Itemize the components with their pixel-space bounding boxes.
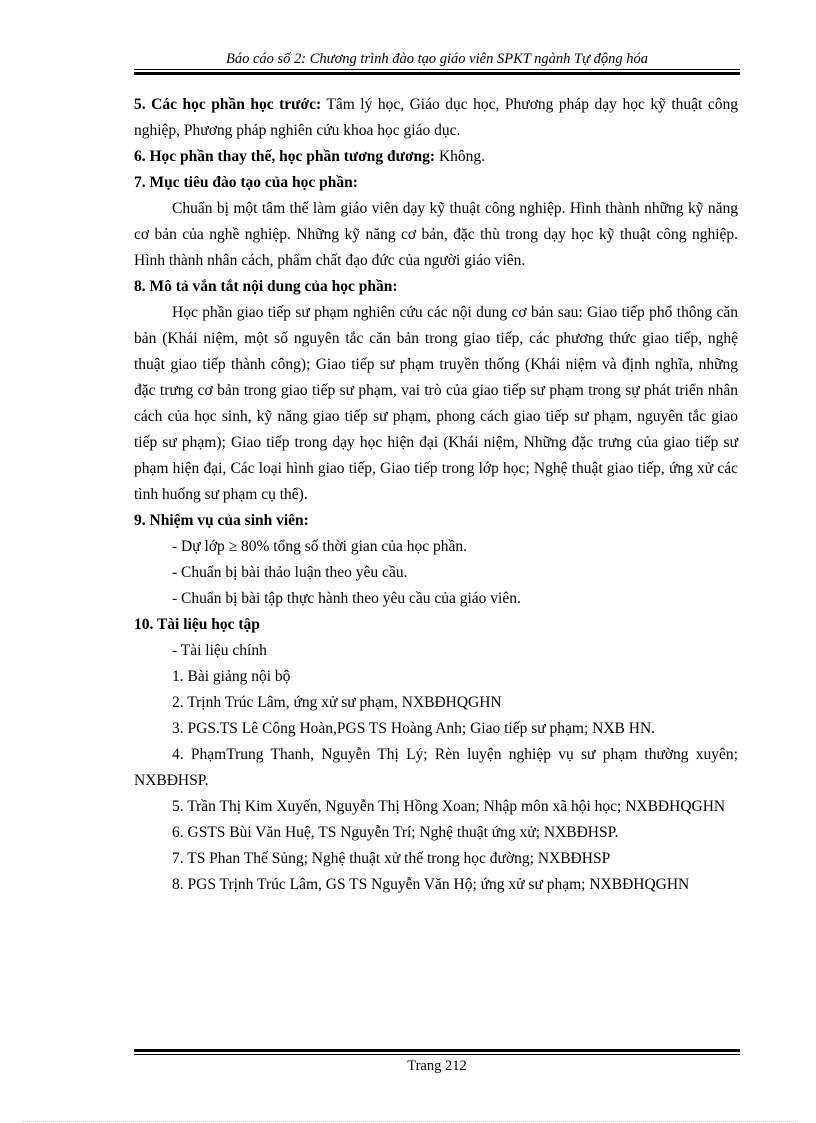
reference-7: 7. TS Phan Thế Sủng; Nghệ thuật xử thế trong học đường; NXBĐHSP [172, 850, 611, 867]
section-7-heading: 7. Mục tiêu đào tạo của học phần: [134, 174, 358, 191]
task-item-2: - Chuẩn bị bài thảo luận theo yêu cầu. [172, 564, 408, 581]
document-body [134, 92, 738, 898]
section-5-heading: 5. Các học phần học trước: [134, 96, 322, 113]
header-rule-thick [134, 72, 740, 75]
reference-1: 1. Bài giảng nội bộ [172, 668, 291, 685]
section-5-text: Tâm lý học, Giáo dục học, Phương pháp dạy học kỹ thuật công nghiệp, Phương pháp nghiên cứu khoa học giáo dục. [134, 96, 738, 139]
section-8-heading: 8. Mô tả vắn tắt nội dung của học phần: [134, 278, 398, 295]
reference-8: 8. PGS Trịnh Trúc Lâm, GS TS Nguyễn Văn Hộ; ứng xử sư phạm; NXBĐHQGHN [172, 876, 690, 893]
section-8-text: Học phần giao tiếp sư phạm nghiên cứu các nội dung cơ bản sau: Giao tiếp phổ thông căn bản (Khái niệm, một số nguyên tắc căn bản trong giao tiếp, các phương thức giao tiếp, nghệ thuật giao tiếp thành công); Giao tiếp sư phạm truyền thống (Khái niệm và định nghĩa, những đặc trưng cơ bản trong giao tiếp sư phạm, vai trò của giao tiếp sư phạm trong sự phát triển nhân cách của học sinh, kỹ năng giao tiếp sư phạm, phong cách giao tiếp sư phạm, nguyên tắc giao tiếp sư phạm); Giao tiếp trong dạy học hiện đại (Khái niệm, Những đặc trưng của giao tiếp sư phạm hiện đại, Các loại hình giao tiếp, Giao tiếp trong lớp học; Nghệ thuật giao tiếp, ứng xử các tình huống sư phạm cụ thể). [134, 304, 738, 503]
header-rule-thin [134, 69, 740, 70]
reference-5: 5. Trần Thị Kim Xuyến, Nguyễn Thị Hồng Xoan; Nhập môn xã hội học; NXBĐHQGHN [172, 798, 726, 815]
section-9-heading: 9. Nhiệm vụ của sinh viên: [134, 512, 309, 529]
reference-2: 2. Trịnh Trúc Lâm, ứng xử sư phạm, NXBĐHQGHN [172, 694, 502, 711]
main-materials-label: - Tài liệu chính [172, 642, 267, 659]
reference-4: 4. PhạmTrung Thanh, Nguyễn Thị Lý; Rèn luyện nghiệp vụ sư phạm thường xuyên; NXBĐHSP. [134, 746, 738, 789]
section-6-heading: 6. Học phần thay thế, học phần tương đương: [134, 148, 436, 165]
section-6 [134, 144, 738, 170]
page-edge-divider [22, 1121, 798, 1122]
section-6-text: Không. [435, 148, 486, 165]
running-header: Báo cáo số 2: Chương trình đào tạo giáo viên SPKT ngành Tự động hóa [225, 51, 649, 67]
page-number: Trang 212 [407, 1058, 467, 1074]
reference-6: 6. GSTS Bùi Văn Huệ, TS Nguyễn Trí; Nghệ thuật ứng xử; NXBĐHSP. [172, 824, 619, 841]
section-5 [134, 92, 738, 144]
reference-3: 3. PGS.TS Lê Công Hoàn,PGS TS Hoàng Anh; Giao tiếp sư phạm; NXB HN. [172, 720, 656, 737]
task-item-1: - Dự lớp ≥ 80% tổng số thời gian của học phần. [172, 538, 468, 555]
task-item-3: - Chuẩn bị bài tập thực hành theo yêu cầu của giáo viên. [172, 590, 521, 607]
footer-rule-thick [134, 1049, 740, 1052]
footer-rule-thin [134, 1054, 740, 1055]
section-7-text: Chuẩn bị một tâm thế làm giáo viên dạy kỹ thuật công nghiệp. Hình thành những kỹ năng cơ bản của nghề nghiệp. Những kỹ năng cơ bản, đặc thù trong dạy học kỹ thuật công nghiệp. Hình thành nhân cách, phẩm chất đạo đức của người giáo viên. [134, 200, 738, 269]
section-10-heading: 10. Tài liệu học tập [134, 616, 260, 633]
